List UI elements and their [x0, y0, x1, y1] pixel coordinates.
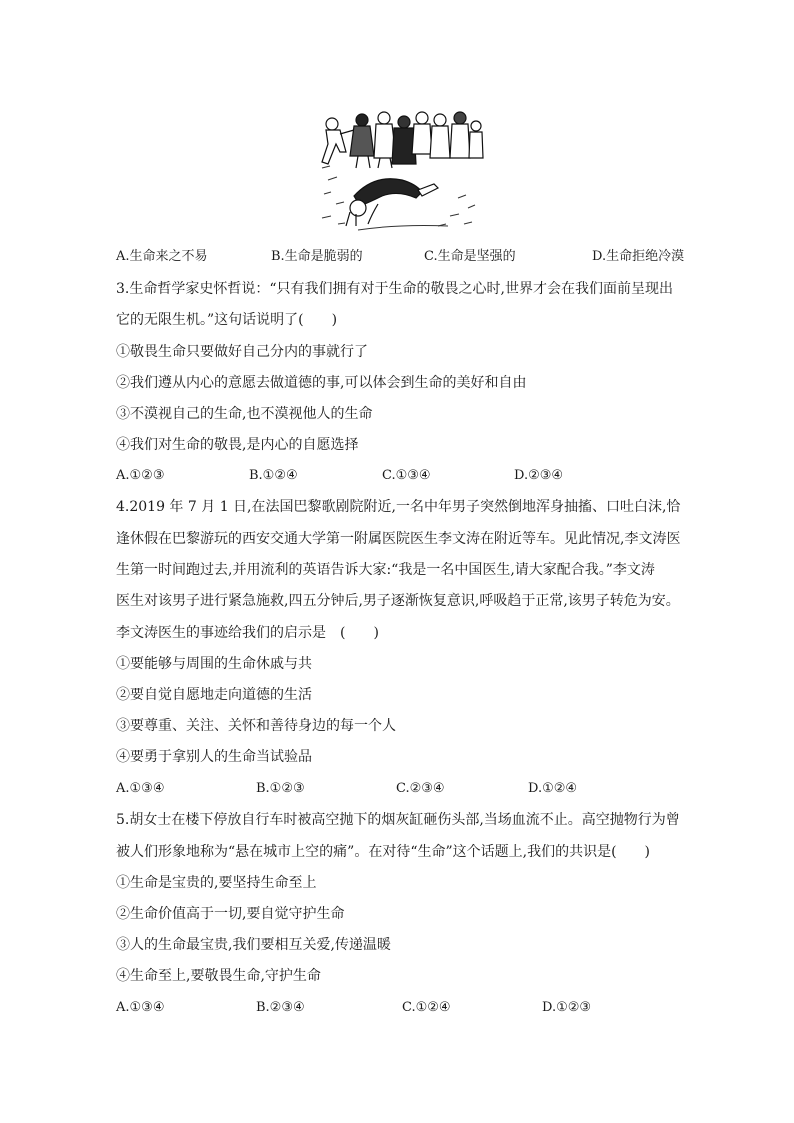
q5-stem-line-1: 5.胡女士在楼下停放自行车时被高空抛下的烟灰缸砸伤头部,当场血流不止。高空抛物行为曾: [116, 812, 680, 828]
q5-item-3: ③人的生命最宝贵,我们要相互关爱,传递温暖: [116, 937, 391, 953]
q3-option-c[interactable]: C.①③④: [382, 468, 431, 483]
q4-stem-line-3: 生第一时间跑过去,并用流利的英语告诉大家:“我是一名中国医生,请大家配合我。”李文涛: [116, 562, 655, 578]
illustration-crowd-ignoring-fallen-man: [318, 108, 484, 232]
q4-options: [116, 780, 716, 798]
q4-option-a[interactable]: A.①③④: [116, 781, 165, 796]
q5-option-a[interactable]: A.①③④: [116, 1000, 165, 1015]
q4-item-2: ②要自觉自愿地走向道德的生活: [116, 687, 312, 703]
q5-option-c[interactable]: C.①②④: [402, 1000, 451, 1015]
q4-item-1: ①要能够与周围的生命休戚与共: [116, 656, 312, 672]
q2-option-b[interactable]: B.生命是脆弱的: [271, 249, 363, 264]
q4-stem-line-2: 逢休假在巴黎游玩的西安交通大学第一附属医院医生李文涛在附近等车。见此情况,李文涛医: [116, 531, 681, 547]
q5-options: [116, 999, 716, 1017]
q3-stem-line-1: 3.生命哲学家史怀哲说：“只有我们拥有对于生命的敬畏之心时,世界才会在我们面前呈现出: [116, 281, 673, 297]
q3-options: [116, 467, 716, 485]
q3-option-d[interactable]: D.②③④: [514, 468, 564, 483]
q4-option-d[interactable]: D.①②④: [528, 781, 578, 796]
q3-option-b[interactable]: B.①②④: [249, 468, 298, 483]
q3-option-a[interactable]: A.①②③: [116, 468, 165, 483]
q4-stem-line-4: 医生对该男子进行紧急施救,四五分钟后,男子逐渐恢复意识,呼吸趋于正常,该男子转危为安。: [116, 593, 680, 609]
q5-item-2: ②生命价值高于一切,要自觉守护生命: [116, 906, 345, 922]
q2-option-d[interactable]: D.生命拒绝冷漠: [592, 249, 685, 264]
q5-option-d[interactable]: D.①②③: [542, 1000, 592, 1015]
q5-option-b[interactable]: B.②③④: [256, 1000, 305, 1015]
q4-stem-line-1: 4.2019 年 7 月 1 日,在法国巴黎歌剧院附近,一名中年男子突然倒地浑身抽搐、口吐白沫,恰: [116, 499, 681, 515]
q2-option-c[interactable]: C.生命是坚强的: [424, 249, 516, 264]
q3-item-3: ③不漠视自己的生命,也不漠视他人的生命: [116, 406, 373, 422]
q3-item-2: ②我们遵从内心的意愿去做道德的事,可以体会到生命的美好和自由: [116, 375, 527, 391]
q5-item-1: ①生命是宝贵的,要坚持生命至上: [116, 875, 317, 891]
q3-item-4: ④我们对生命的敬畏,是内心的自愿选择: [116, 437, 359, 453]
q2-option-a[interactable]: A.生命来之不易: [116, 249, 208, 264]
q4-item-4: ④要勇于拿别人的生命当试验品: [116, 749, 312, 765]
q4-item-3: ③要尊重、关注、关怀和善待身边的每一个人: [116, 718, 396, 734]
q5-item-4: ④生命至上,要敬畏生命,守护生命: [116, 968, 321, 984]
q5-stem-line-2: 被人们形象地称为“悬在城市上空的痛”。在对待“生命”这个话题上,我们的共识是( ): [116, 844, 651, 860]
q4-stem-line-5: 李文涛医生的事迹给我们的启示是 ( ): [116, 625, 379, 641]
q3-item-1: ①敬畏生命只要做好自己分内的事就行了: [116, 344, 368, 360]
q4-option-c[interactable]: C.②③④: [396, 781, 445, 796]
q3-stem-line-2: 它的无限生机。”这句话说明了( ): [116, 312, 338, 328]
q4-option-b[interactable]: B.①②③: [256, 781, 305, 796]
q2-options: [116, 248, 716, 266]
